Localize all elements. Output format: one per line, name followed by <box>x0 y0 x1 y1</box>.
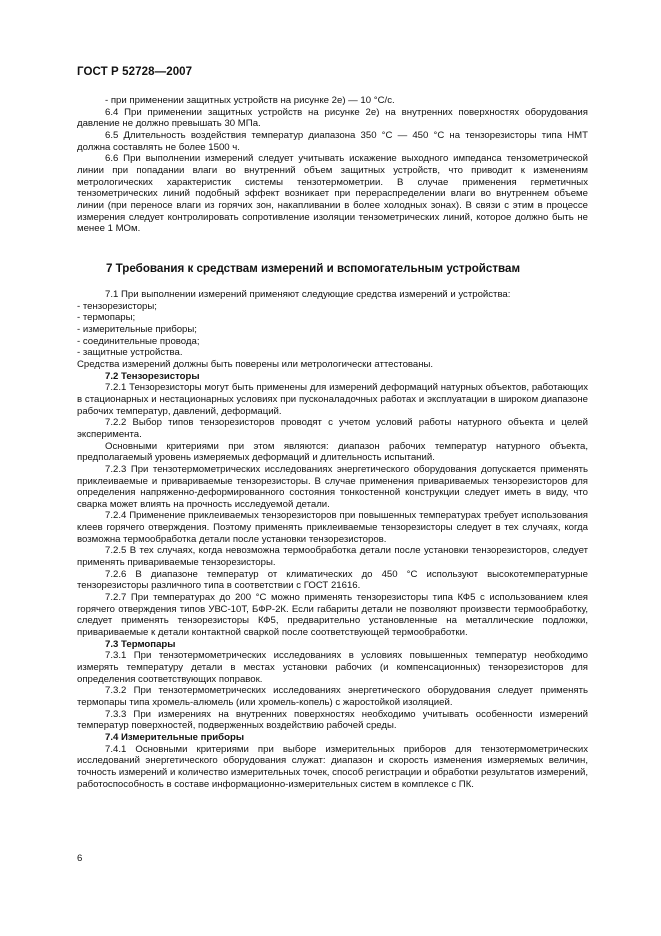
paragraph-6-3-item: - при применении защитных устройств на рисунке 2е) — 10 °С/с. <box>105 95 395 106</box>
paragraph-7-2-5: 7.2.5 В тех случаях, когда невозможна термообработка детали после установки тензорезисторов, следует применять привариваемые тензорезисторы. <box>77 545 588 569</box>
list-item: - соединительные провода; <box>77 335 200 347</box>
paragraph-6-4: 6.4 При применении защитных устройств на рисунке 2е) на внутренних поверхностях оборудования давление не должно превышать 30 МПа. <box>77 106 588 130</box>
section-6-continuation <box>77 95 588 235</box>
paragraph-7-2-1: 7.2.1 Тензорезисторы могут быть применены для измерений деформаций натурных объектов, работающих в стационарных и нестационарных условиях при пусконаладочных работах и эксплуатации в широком диапазоне рабочих температур, давлений, деформаций. <box>77 382 588 417</box>
subsection-7-2-title: 7.2 Тензорезисторы <box>105 370 200 382</box>
paragraph-6-5: 6.5 Длительность воздействия температур диапазона 350 °С — 450 °С на тензорезисторы типа НМТ должна составлять не более 1500 ч. <box>77 129 588 153</box>
subsection-7-4-title: 7.4 Измерительные приборы <box>105 731 245 743</box>
paragraph-7-2-6: 7.2.6 В диапазоне температур от климатических до 450 °С используют высокотемпературные тензорезисторы различного типа в соответствии с ГОСТ 21616. <box>77 568 588 592</box>
list-item: - термопары; <box>77 312 136 324</box>
section-7-body <box>77 289 588 790</box>
paragraph-7-2-7: 7.2.7 При температурах до 200 °С можно применять тензорезисторы типа КФ5 с использованием клея горячего отверждения типов УВС-10Т, БФР-2К. Если габариты детали не позволяют произвести термообработку, следует применять тензорезисторы КФ5, предварительно установленные на металлические подложки, привариваемые к детали контактной сваркой после соответствующей термообработки. <box>77 592 588 639</box>
page-number: 6 <box>77 853 83 864</box>
paragraph-7-3-3: 7.3.3 При измерениях на внутренних поверхностях необходимо учитывать особенности измерений температур поверхностей, подверженных воздействию рабочей среды. <box>77 708 588 732</box>
paragraph-7-3-2: 7.3.2 При тензотермометрических исследованиях энергетического оборудования следует применять термопары типа хромель-алюмель (или хромель-копель) с жаростойкой изоляцией. <box>77 685 588 708</box>
paragraph-7-3-1: 7.3.1 При тензотермометрических исследованиях в условиях повышенных температур необходимо измерять температуру детали в местах установки рабочих (и компенсационных) тензорезисторов для определения соответствующих поправок. <box>77 650 588 685</box>
paragraph-verification: Средства измерений должны быть поверены или метрологически аттестованы. <box>77 358 434 370</box>
list-item: - защитные устройства. <box>77 347 183 359</box>
paragraph-7-2-3: 7.2.3 При тензотермометрических исследованиях энергетического оборудования допускается применять приклеиваемые и привариваемые тензорезисторы. В случае применения привариваемых тензорезисторов для определения напряженно-деформированного состояния тонкостенной конструкции следует иметь в виду, что сварка может влиять на прочность исследуемой детали. <box>77 463 588 510</box>
paragraph-7-2-4: 7.2.4 Применение приклеиваемых тензорезисторов при повышенных температурах требует использования клеев горячего отверждения. Поэтому применять приклеиваемые тензорезисторы следует в тех случаях, когда возможна термообработка детали после установки тензорезисторов. <box>77 510 588 545</box>
paragraph-criteria: Основными критериями при этом являются: диапазон рабочих температур натурного объекта, предполагаемый уровень измеряемых деформаций и длительность испытаний. <box>77 440 588 464</box>
paragraph-7-2-2: 7.2.2 Выбор типов тензорезисторов проводят с учетом условий работы натурного объекта и целей эксперимента. <box>77 417 588 440</box>
document-header-code: ГОСТ Р 52728—2007 <box>77 66 193 78</box>
paragraph-7-1: 7.1 При выполнении измерений применяют следующие средства измерений и устройства: <box>105 289 511 300</box>
subsection-7-3-title: 7.3 Термопары <box>105 638 176 650</box>
section-7-title: 7 Требования к средствам измерений и вспомогательным устройствам <box>106 262 521 275</box>
list-item: - измерительные приборы; <box>77 323 197 335</box>
paragraph-6-6: 6.6 При выполнении измерений следует учитывать искажение выходного импеданса тензометрической линии при попадании влаги во внутренний объем защитных устройств, что приводит к изменениям метрологических характеристик системы тензотермометрии. В случае применения герметичных тензометрических линий подобный эффект возникает при перераспределении влаги во внутреннем объеме линии (при переносе влаги из горячих зон, накапливании в более холодных зонах). В связи с этим в процессе измерения следует контролировать сопротивление изоляции тензометрических линий, которое должно быть не менее 1 МОм. <box>77 153 588 235</box>
list-item: - тензорезисторы; <box>77 300 157 312</box>
paragraph-7-4-1: 7.4.1 Основными критериями при выборе измерительных приборов для тензотермометрических исследований энергетического оборудования служат: диапазон и скорость изменения измеряемых величин, точность измерений и количество измерительных точек, способ регистрации и обработки результатов измерений, работоспособность в составе информационно-измерительных систем в комплексе с ПК. <box>77 743 588 790</box>
